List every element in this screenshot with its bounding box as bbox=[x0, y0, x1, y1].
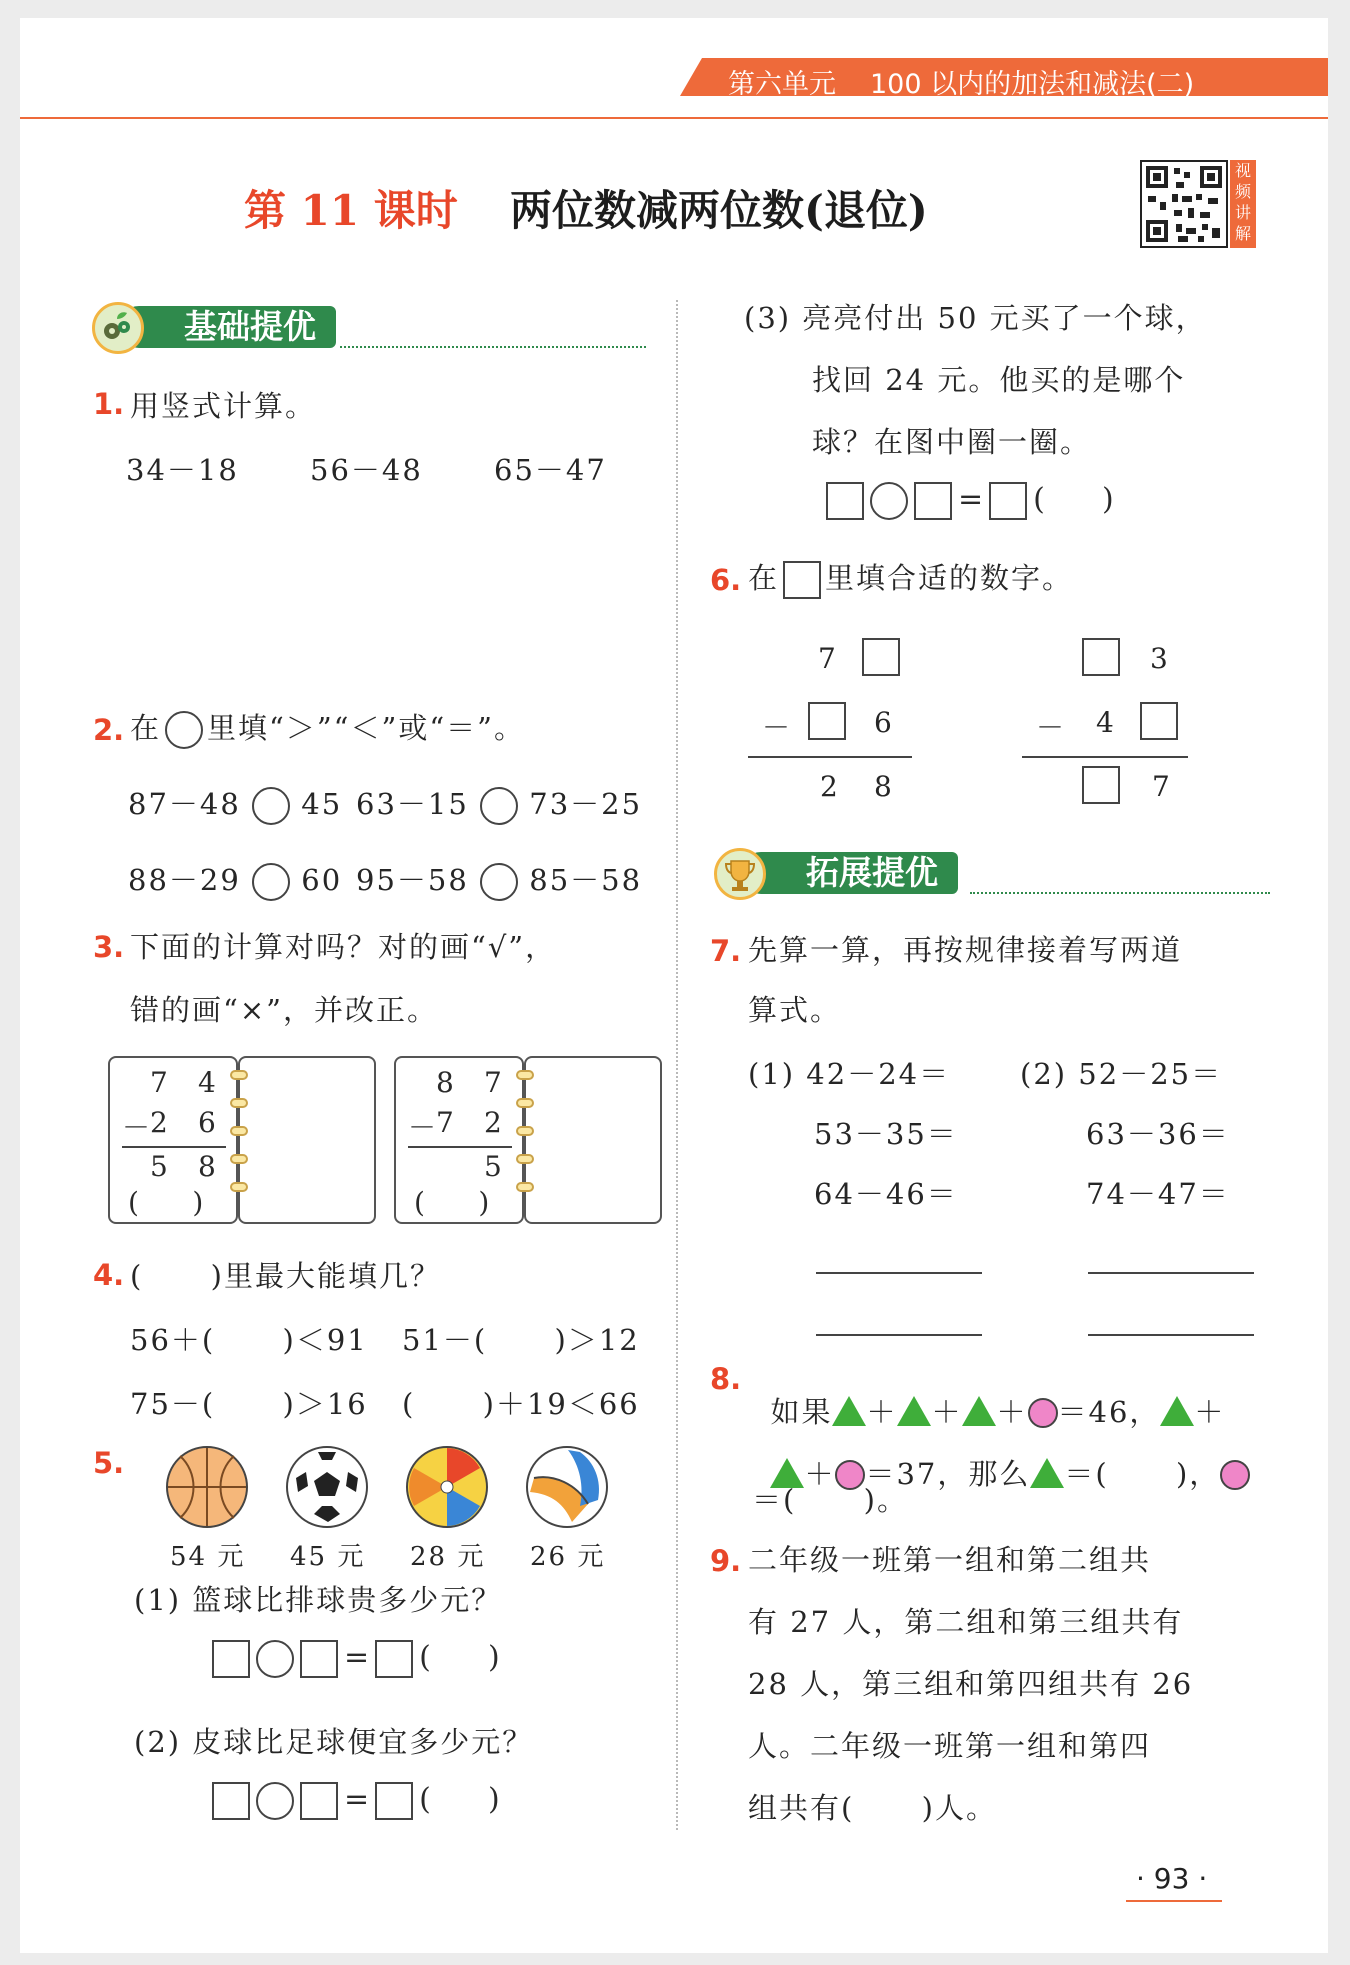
q3-c1-mid-tens: 2 bbox=[150, 1106, 168, 1139]
lesson-number: 第 11 课时 bbox=[244, 186, 458, 235]
section-basic-label: 基础提优 bbox=[184, 307, 316, 346]
q7-answer-line-3[interactable] bbox=[816, 1334, 982, 1336]
q2-item-1-right: 45 bbox=[301, 787, 343, 821]
q6a-top-tens: 7 bbox=[818, 642, 838, 675]
q4-item-2[interactable]: 51－( )＞12 bbox=[402, 1323, 640, 1357]
qr-label bbox=[1230, 160, 1256, 248]
q1-text: 用竖式计算。 bbox=[130, 389, 317, 423]
q2-number: 2. bbox=[93, 713, 125, 747]
q3-c2-top-ones: 7 bbox=[484, 1066, 502, 1099]
q7-col2-row3: 74－47＝ bbox=[1086, 1177, 1230, 1211]
basketball-icon[interactable] bbox=[166, 1446, 248, 1528]
spiral-ring bbox=[230, 1154, 248, 1164]
q4-number: 4. bbox=[93, 1258, 125, 1292]
page-number: · 93 · bbox=[1136, 1862, 1208, 1895]
q3-c2-minus: － bbox=[408, 1111, 437, 1144]
q6b-top-ones: 3 bbox=[1150, 642, 1170, 675]
q2-text bbox=[130, 706, 525, 749]
q8-eq46: ＝46， bbox=[1057, 1395, 1161, 1429]
q3-c1-rule bbox=[122, 1146, 226, 1148]
spiral-ring bbox=[516, 1126, 534, 1136]
q7-col2-row1: (2) 52－25＝ bbox=[1020, 1057, 1223, 1091]
unit-label: 第六单元 bbox=[728, 69, 836, 100]
q3-number: 3. bbox=[93, 930, 125, 964]
q3-c2-rule bbox=[408, 1146, 512, 1148]
q9-number: 9. bbox=[710, 1544, 742, 1578]
q5-sub2-box-1[interactable] bbox=[212, 1782, 250, 1820]
q2-item-1-left: 87－48 bbox=[128, 787, 241, 821]
q3-line1: 下面的计算对吗？对的画“√”， bbox=[130, 930, 557, 964]
q5-sub3-op-circle[interactable] bbox=[870, 482, 908, 520]
q5-sub3-box-1[interactable] bbox=[826, 482, 864, 520]
q3-card-1-left bbox=[108, 1056, 238, 1224]
q8-eq37: ＝37，那么 bbox=[865, 1457, 1031, 1491]
q5-sub2-box-2[interactable] bbox=[300, 1782, 338, 1820]
unit-header bbox=[728, 62, 1194, 101]
q6b-minus: － bbox=[1036, 711, 1067, 744]
circle-icon bbox=[1220, 1460, 1250, 1490]
q2-item-2-circle[interactable] bbox=[480, 787, 518, 825]
q2-item-4-circle[interactable] bbox=[480, 863, 518, 901]
q9-line5[interactable]: 组共有( )人。 bbox=[748, 1791, 997, 1825]
q3-c1-judge-paren[interactable]: ( ) bbox=[128, 1186, 204, 1219]
q2-item-2-right: 73－25 bbox=[529, 787, 643, 821]
q6a-bottom-ones: 8 bbox=[874, 770, 894, 803]
spiral-ring bbox=[230, 1126, 248, 1136]
q5-sub1-equation bbox=[212, 1640, 506, 1678]
q4-item-3[interactable]: 75－( )＞16 bbox=[130, 1387, 368, 1421]
q5-sub2-equation bbox=[212, 1782, 506, 1820]
q6b-mid-ones-box[interactable] bbox=[1140, 702, 1178, 740]
q6a-minus: － bbox=[762, 711, 793, 744]
q6-text bbox=[748, 556, 1073, 599]
q6-text-pre: 在 bbox=[748, 561, 780, 595]
q3-c1-bottom-ones: 8 bbox=[198, 1150, 216, 1183]
q2-item-3-right: 60 bbox=[301, 863, 343, 897]
q7-line2: 算式。 bbox=[748, 993, 842, 1027]
q8-plus: ＋ bbox=[804, 1457, 836, 1491]
q3-c2-mid-tens: 7 bbox=[436, 1106, 454, 1139]
gear-sprout-icon bbox=[92, 302, 144, 354]
q5-sub1-equals: = bbox=[344, 1640, 370, 1675]
q6a-rule bbox=[748, 756, 912, 758]
q7-number: 7. bbox=[710, 934, 742, 968]
q5-sub3-line3: 球？在图中圈一圈。 bbox=[812, 425, 1092, 459]
q6a-top-ones-box[interactable] bbox=[862, 638, 900, 676]
q8-triangle-answer[interactable]: ＝( )， bbox=[1064, 1457, 1221, 1491]
q6b-mid-tens: 4 bbox=[1096, 706, 1116, 739]
q5-price-soccer: 45 元 bbox=[290, 1542, 366, 1572]
q3-c1-bottom-tens: 5 bbox=[150, 1150, 168, 1183]
q6b-bottom-ones: 7 bbox=[1152, 770, 1172, 803]
section-extend-badge bbox=[740, 852, 958, 894]
qr-code-icon[interactable] bbox=[1140, 160, 1228, 248]
q8-plus: ＋ bbox=[1194, 1395, 1226, 1429]
q9-line2: 有 27 人，第二组和第三组共有 bbox=[748, 1605, 1184, 1639]
q2-item-3-circle[interactable] bbox=[252, 863, 290, 901]
q8-plus: ＋ bbox=[931, 1395, 963, 1429]
header-rule bbox=[20, 117, 1328, 119]
lesson-title: 两位数减两位数(退位) bbox=[510, 186, 928, 235]
q6-text-post: 里填合适的数字。 bbox=[825, 561, 1074, 595]
section-extend-rule bbox=[970, 892, 1270, 894]
q2-item-4-right: 85－58 bbox=[529, 863, 643, 897]
q4-text: ( )里最大能填几？ bbox=[130, 1259, 441, 1293]
q6b-top-tens-box[interactable] bbox=[1082, 638, 1120, 676]
q2-item-1 bbox=[128, 782, 342, 825]
volleyball-icon[interactable] bbox=[526, 1446, 608, 1528]
q7-col1-row1: (1) 42－24＝ bbox=[748, 1057, 951, 1091]
q2-item-4-left: 95－58 bbox=[356, 863, 469, 897]
q5-sub3-line2: 找回 24 元。他买的是哪个 bbox=[812, 363, 1186, 397]
q3-card-1-right[interactable] bbox=[238, 1056, 376, 1224]
qr-label-text: 视频讲解 bbox=[1235, 161, 1252, 243]
q5-price-volleyball: 26 元 bbox=[530, 1542, 606, 1572]
q5-sub3-line1: (3) 亮亮付出 50 元买了一个球， bbox=[744, 301, 1207, 335]
q8-plus: ＋ bbox=[996, 1395, 1028, 1429]
q5-sub1-box-2[interactable] bbox=[300, 1640, 338, 1678]
q7-answer-line-2[interactable] bbox=[1088, 1272, 1254, 1274]
section-basic-badge bbox=[118, 306, 336, 348]
q5-sub3-equation bbox=[826, 482, 1120, 520]
q7-col1-row3: 64－46＝ bbox=[814, 1177, 958, 1211]
q3-card-2-left bbox=[394, 1056, 524, 1224]
section-extend-label: 拓展提优 bbox=[806, 853, 938, 892]
column-divider bbox=[676, 300, 678, 1830]
q5-sub1-box-1[interactable] bbox=[212, 1640, 250, 1678]
q2-item-2-left: 63－15 bbox=[356, 787, 469, 821]
page-number-rule bbox=[1126, 1900, 1222, 1902]
q4-item-4[interactable]: ( )＋19＜66 bbox=[402, 1387, 640, 1421]
spiral-ring bbox=[230, 1182, 248, 1192]
q1-number: 1. bbox=[93, 387, 125, 421]
q5-sub2-box-3[interactable] bbox=[375, 1782, 413, 1820]
q9-line4: 人。二年级一班第一组和第四 bbox=[748, 1729, 1152, 1763]
q5-sub3-box-2[interactable] bbox=[914, 482, 952, 520]
spiral-ring bbox=[516, 1154, 534, 1164]
section-basic-rule bbox=[340, 346, 646, 348]
q9-line3: 28 人，第三组和第四组共有 26 bbox=[748, 1667, 1194, 1701]
triangle-icon bbox=[1030, 1458, 1064, 1488]
q1-expr-2: 56－48 bbox=[310, 453, 423, 487]
q5-sub1-op-circle[interactable] bbox=[256, 1640, 294, 1678]
q5-number: 5. bbox=[93, 1446, 125, 1480]
q6b-bottom-tens-box[interactable] bbox=[1082, 766, 1120, 804]
q5-sub3-unit-paren[interactable]: ( ) bbox=[1033, 482, 1114, 517]
q5-sub1: (1) 篮球比排球贵多少元？ bbox=[134, 1583, 503, 1617]
q7-line1: 先算一算，再按规律接着写两道 bbox=[748, 933, 1183, 967]
q3-line2: 错的画“×”，并改正。 bbox=[130, 993, 438, 1027]
q8-plus: ＋ bbox=[866, 1395, 898, 1429]
q6-box-sample bbox=[783, 561, 821, 599]
soccer-ball-icon[interactable] bbox=[286, 1446, 368, 1528]
q5-sub2-op-circle[interactable] bbox=[256, 1782, 294, 1820]
spiral-ring bbox=[516, 1182, 534, 1192]
q3-c2-judge-paren[interactable]: ( ) bbox=[414, 1186, 490, 1219]
q5-sub2-unit-paren[interactable]: ( ) bbox=[419, 1782, 500, 1817]
q5-sub2-equals: = bbox=[344, 1782, 370, 1817]
q6a-mid-tens-box[interactable] bbox=[808, 702, 846, 740]
q2-item-2 bbox=[356, 782, 642, 825]
q3-c2-top-tens: 8 bbox=[436, 1066, 454, 1099]
unit-title: 100 以内的加法和减法(二) bbox=[870, 69, 1195, 100]
q2-item-3-left: 88－29 bbox=[128, 863, 241, 897]
q2-item-3 bbox=[128, 858, 342, 901]
q5-sub1-box-3[interactable] bbox=[375, 1640, 413, 1678]
q7-answer-line-4[interactable] bbox=[1088, 1334, 1254, 1336]
q2-item-4 bbox=[356, 858, 642, 901]
q2-text-pre: 在 bbox=[130, 711, 162, 745]
q8-line3[interactable]: ＝( )。 bbox=[752, 1483, 908, 1517]
spiral-ring bbox=[230, 1098, 248, 1108]
q7-answer-line-1[interactable] bbox=[816, 1272, 982, 1274]
q2-text-post: 里填“＞”“＜”或“＝”。 bbox=[207, 711, 525, 745]
q1-expr-3: 65－47 bbox=[494, 453, 607, 487]
q3-c1-minus: － bbox=[122, 1111, 151, 1144]
q3-c1-mid-ones: 6 bbox=[198, 1106, 216, 1139]
q9-line1: 二年级一班第一组和第二组共 bbox=[748, 1543, 1152, 1577]
trophy-icon bbox=[714, 848, 766, 900]
q5-sub3-equals: = bbox=[958, 482, 984, 517]
q3-c2-bottom-ones: 5 bbox=[484, 1150, 502, 1183]
q2-circle-sample bbox=[165, 711, 203, 749]
beach-ball-icon[interactable] bbox=[406, 1446, 488, 1528]
q7-col2-row2: 63－36＝ bbox=[1086, 1117, 1230, 1151]
q4-item-1[interactable]: 56＋( )＜91 bbox=[130, 1323, 368, 1357]
q5-sub2: (2) 皮球比足球便宜多少元？ bbox=[134, 1725, 534, 1759]
q5-sub3-box-3[interactable] bbox=[989, 482, 1027, 520]
q5-price-basketball: 54 元 bbox=[170, 1542, 246, 1572]
q6a-mid-ones: 6 bbox=[874, 706, 894, 739]
q6b-rule bbox=[1022, 756, 1188, 758]
spiral-ring bbox=[230, 1070, 248, 1080]
spiral-ring bbox=[516, 1098, 534, 1108]
q6-number: 6. bbox=[710, 563, 742, 597]
spiral-ring bbox=[516, 1070, 534, 1080]
q8-text-static: 如果 bbox=[770, 1395, 833, 1429]
q2-item-1-circle[interactable] bbox=[252, 787, 290, 825]
q6a-bottom-tens: 2 bbox=[820, 770, 840, 803]
q7-col1-row2: 53－35＝ bbox=[814, 1117, 958, 1151]
q3-c2-mid-ones: 2 bbox=[484, 1106, 502, 1139]
q5-sub1-unit-paren[interactable]: ( ) bbox=[419, 1640, 500, 1675]
q3-card-2-right[interactable] bbox=[524, 1056, 662, 1224]
q8-number: 8. bbox=[710, 1362, 742, 1396]
q1-expr-1: 34－18 bbox=[126, 453, 239, 487]
q5-price-beach: 28 元 bbox=[410, 1542, 486, 1572]
q3-c1-top-tens: 7 bbox=[150, 1066, 168, 1099]
q3-c1-top-ones: 4 bbox=[198, 1066, 216, 1099]
